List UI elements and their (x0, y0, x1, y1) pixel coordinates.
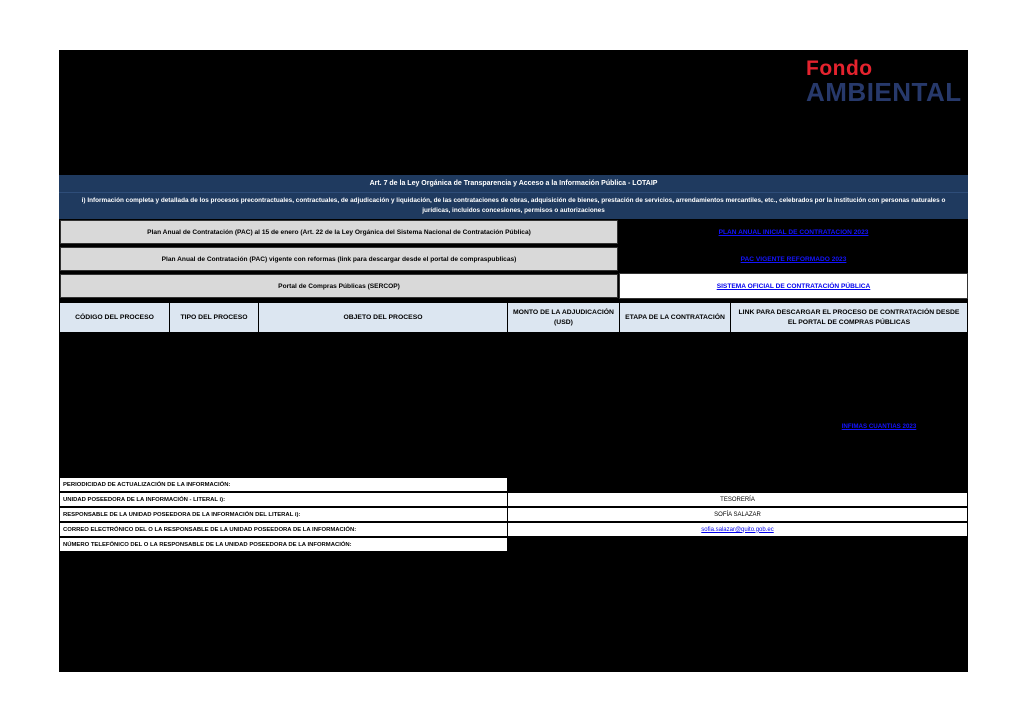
footer-row-correo (59, 522, 968, 537)
column-header-etapa-contratacion: ETAPA DE LA CONTRATACIÓN (620, 302, 731, 333)
lotaip-description: i) Información completa y detallada de los procesos precontractuales, contractuales, de adjudicación y liquidación, de las contrataciones de obras, adquisición de bienes, prestación de servicios, arrendamientos mercantiles, etc., celebrados por la institución con personas naturales o jurídicas, incluidos concesiones, permisos o autorizaciones (59, 193, 968, 219)
process-table-body (59, 333, 968, 477)
column-header-link-descarga: LINK PARA DESCARGAR EL PROCESO DE CONTRATACIÓN DESDE EL PORTAL DE COMPRAS PÚBLICAS (731, 302, 968, 333)
column-header-monto-adjudicacion: MONTO DE LA ADJUDICACIÓN (USD) (508, 302, 620, 333)
pac-initial-link-cell (619, 219, 968, 245)
footer-row-responsable (59, 507, 968, 522)
lotaip-sheet (59, 50, 968, 672)
pac-reformed-row (59, 246, 968, 272)
responsable-value: SOFÍA SALAZAR (508, 507, 968, 522)
telefono-value (508, 537, 968, 552)
process-table-header (59, 302, 968, 333)
footer-row-unidad (59, 492, 968, 507)
column-header-tipo-proceso: TIPO DEL PROCESO (170, 302, 259, 333)
pac-initial-row (59, 219, 968, 245)
footer-row-periodicidad (59, 477, 968, 492)
unidad-poseedora-label: UNIDAD POSEEDORA DE LA INFORMACIÓN - LITERAL i): (59, 492, 508, 507)
infimas-cuantias-link[interactable]: INFIMAS CUANTIAS 2023 (841, 423, 917, 430)
telefono-label: NÚMERO TELEFÓNICO DEL O LA RESPONSABLE DE LA UNIDAD POSEEDORA DE LA INFORMACIÓN: (59, 537, 508, 552)
logo-ambiental-text: AMBIENTAL (806, 77, 962, 107)
lotaip-title: Art. 7 de la Ley Orgánica de Transparencia y Acceso a la Información Pública - LOTAIP (59, 175, 968, 193)
footer-row-telefono (59, 537, 968, 552)
sercop-link[interactable]: SISTEMA OFICIAL DE CONTRATACIÓN PÚBLICA (716, 282, 871, 290)
unidad-poseedora-value: TESORERÍA (508, 492, 968, 507)
email-link[interactable]: sofia.salazar@quito.gob.ec (701, 526, 774, 533)
pac-initial-link[interactable]: PLAN ANUAL INICIAL DE CONTRATACION 2023 (718, 228, 869, 236)
periodicidad-label: PERIODICIDAD DE ACTUALIZACIÓN DE LA INFORMACIÓN: (59, 477, 508, 492)
column-header-codigo-proceso: CÓDIGO DEL PROCESO (59, 302, 170, 333)
fondo-ambiental-logo (806, 58, 962, 105)
sercop-label: Portal de Compras Públicas (SERCOP) (60, 274, 618, 298)
periodicidad-value (508, 477, 968, 492)
logo-fondo-text: Fondo (806, 57, 873, 80)
pac-reformed-label: Plan Anual de Contratación (PAC) vigente con reformas (link para descargar desde el portal de compraspublicas) (60, 247, 618, 271)
pac-initial-label: Plan Anual de Contratación (PAC) al 15 de enero (Art. 22 de la Ley Orgánica del Sistema Nacional de Contratación Pública) (60, 220, 618, 244)
responsable-label: RESPONSABLE DE LA UNIDAD POSEEDORA DE LA INFORMACIÓN DEL LITERAL i): (59, 507, 508, 522)
correo-label: CORREO ELECTRÓNICO DEL O LA RESPONSABLE DE LA UNIDAD POSEEDORA DE LA INFORMACIÓN: (59, 522, 508, 537)
pac-reformed-link-cell (619, 246, 968, 272)
sercop-link-cell (619, 273, 968, 299)
sercop-row (59, 273, 968, 299)
correo-value-cell (508, 522, 968, 537)
pac-reformed-link[interactable]: PAC VIGENTE REFORMADO 2023 (740, 255, 847, 263)
column-header-objeto-proceso: OBJETO DEL PROCESO (259, 302, 508, 333)
